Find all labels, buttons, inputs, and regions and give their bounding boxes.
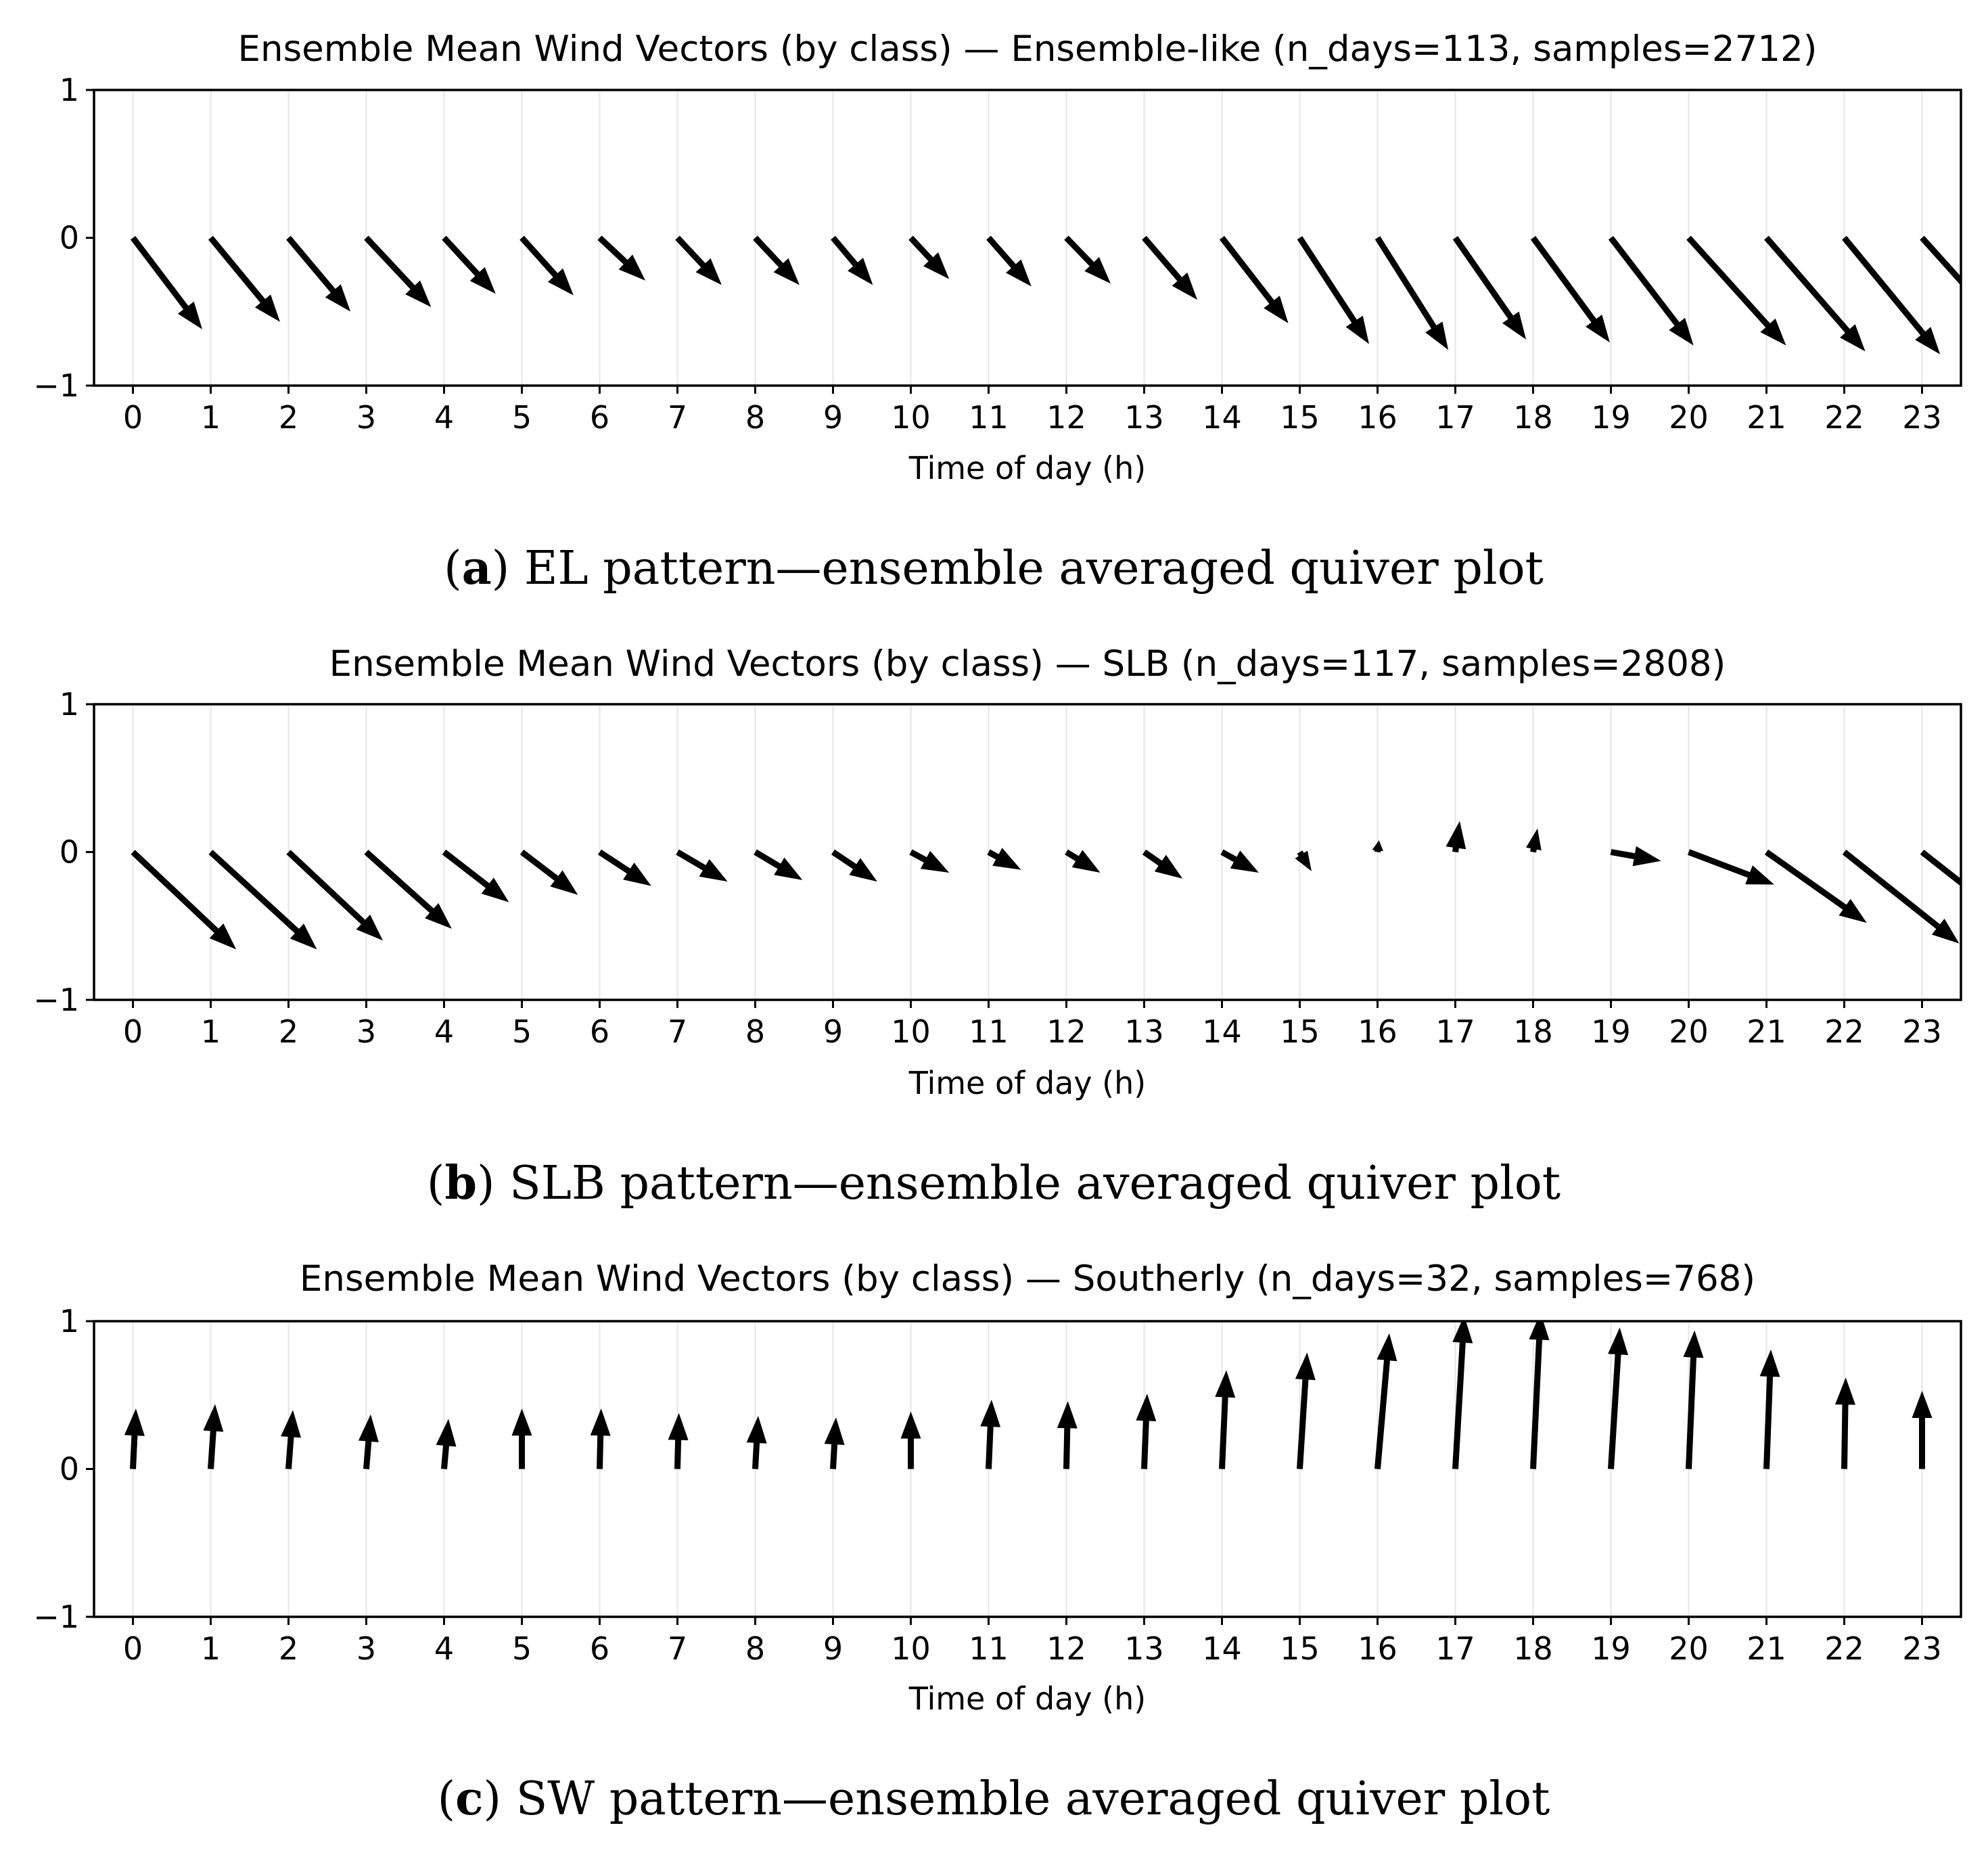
x-tick-label: 12 — [1046, 1630, 1086, 1667]
wind-arrow-h12 — [1057, 1401, 1078, 1469]
x-tick-label: 8 — [745, 1630, 766, 1667]
panel-a — [33, 28, 1988, 595]
caption-a-label: a — [461, 541, 492, 595]
x-tick-label: 5 — [511, 1013, 532, 1050]
x-tick-label: 13 — [1124, 1630, 1164, 1667]
wind-arrow-h17 — [1453, 236, 1526, 340]
panel-a-y-ticks — [33, 72, 94, 404]
wind-arrow-h11 — [980, 1400, 1000, 1469]
x-tick-label: 23 — [1902, 399, 1942, 436]
x-tick-label: 17 — [1435, 1013, 1475, 1050]
x-tick-label: 3 — [356, 1630, 377, 1667]
caption-b-label: b — [444, 1156, 477, 1210]
x-tick-label: 19 — [1591, 1013, 1631, 1050]
x-tick-label: 18 — [1513, 399, 1553, 436]
wind-arrow-h10 — [901, 1412, 921, 1469]
panel-c-title: Ensemble Mean Wind Vectors (by class) — Southerly (n_days=32, samples=768) — [299, 1258, 1756, 1300]
wind-arrow-h20 — [1686, 236, 1786, 346]
x-tick-label: 7 — [667, 1013, 688, 1050]
x-tick-label: 6 — [589, 1630, 610, 1667]
x-tick-label: 5 — [511, 1630, 532, 1667]
x-tick-label: 15 — [1280, 399, 1320, 436]
x-tick-label: 10 — [891, 399, 931, 436]
panel-b-title: Ensemble Mean Wind Vectors (by class) — SLB (n_days=117, samples=2808) — [329, 643, 1726, 685]
y-tick-label: 0 — [59, 1450, 79, 1488]
x-tick-label: 8 — [745, 1013, 766, 1050]
panel-b-frame — [94, 704, 1961, 1000]
wind-arrow-h20 — [1688, 849, 1774, 884]
wind-arrow-h9 — [831, 236, 873, 285]
wind-arrow-h2 — [281, 1410, 301, 1469]
wind-arrow-h16 — [1372, 840, 1383, 852]
y-tick-label: 0 — [59, 833, 79, 871]
x-tick-label: 6 — [589, 1013, 610, 1050]
panel-c-frame — [94, 1321, 1961, 1617]
x-tick-label: 15 — [1280, 1013, 1320, 1050]
panel-c-x-ticks — [123, 1617, 1942, 1667]
x-tick-label: 15 — [1280, 1630, 1320, 1667]
x-tick-label: 16 — [1358, 399, 1397, 436]
y-tick-label: 1 — [59, 72, 79, 108]
x-tick-label: 4 — [434, 1013, 455, 1050]
x-tick-label: 1 — [200, 1630, 221, 1667]
panel-a-grid — [133, 90, 1922, 386]
x-tick-label: 22 — [1824, 399, 1864, 436]
wind-arrow-h13 — [1142, 236, 1197, 300]
x-tick-label: 21 — [1747, 1630, 1786, 1667]
caption-c: (c) SW pattern—ensemble averaged quiver plot — [437, 1772, 1550, 1826]
caption-a-text: EL pattern—ensemble averaged quiver plot — [524, 542, 1544, 595]
wind-arrow-h1 — [208, 236, 280, 322]
panel-c — [33, 1258, 1961, 1826]
caption-c-text: SW pattern—ensemble averaged quiver plot — [515, 1772, 1550, 1826]
wind-arrow-h19 — [1609, 236, 1694, 346]
wind-arrow-h23 — [1912, 1391, 1933, 1469]
caption-c-label: c — [455, 1772, 484, 1826]
x-tick-label: 21 — [1747, 399, 1786, 436]
x-tick-label: 20 — [1669, 1013, 1709, 1050]
wind-arrow-h13 — [1136, 1394, 1156, 1469]
wind-arrow-h0 — [124, 1408, 145, 1469]
x-tick-label: 9 — [823, 1013, 843, 1050]
x-tick-label: 1 — [200, 1013, 221, 1050]
panel-b-grid — [133, 704, 1922, 1000]
x-tick-label: 16 — [1358, 1630, 1397, 1667]
x-tick-label: 12 — [1046, 1013, 1086, 1050]
x-tick-label: 4 — [434, 399, 455, 436]
x-tick-label: 7 — [667, 1630, 688, 1667]
caption-a: (a) EL pattern—ensemble averaged quiver plot — [444, 541, 1544, 595]
x-tick-label: 11 — [969, 1013, 1009, 1050]
wind-arrow-h14 — [1215, 1370, 1235, 1469]
x-tick-label: 6 — [589, 399, 610, 436]
x-tick-label: 11 — [969, 1630, 1009, 1667]
x-tick-label: 13 — [1124, 1013, 1164, 1050]
wind-arrow-h15 — [1295, 1352, 1316, 1469]
wind-arrow-h10 — [909, 850, 949, 873]
x-tick-label: 13 — [1124, 399, 1164, 436]
panel-b-x-ticks — [123, 1000, 1942, 1050]
wind-arrow-h21 — [1760, 1350, 1780, 1469]
x-tick-label: 0 — [122, 1013, 143, 1050]
wind-arrow-h9 — [831, 850, 877, 881]
wind-arrow-h22 — [1835, 1377, 1855, 1469]
y-tick-label: 1 — [59, 1303, 79, 1339]
wind-arrow-h10 — [908, 235, 949, 279]
panel-c-arrows — [124, 1312, 1933, 1469]
x-tick-label: 9 — [823, 1630, 843, 1667]
wind-arrow-h5 — [512, 1408, 532, 1469]
x-tick-label: 21 — [1747, 1013, 1786, 1050]
wind-arrow-h0 — [131, 236, 202, 329]
wind-arrow-h20 — [1684, 1331, 1704, 1469]
wind-arrow-h8 — [753, 235, 800, 285]
wind-arrow-h4 — [442, 850, 509, 902]
wind-arrow-h5 — [519, 236, 574, 296]
wind-arrow-h7 — [675, 235, 722, 285]
wind-arrow-h14 — [1220, 236, 1289, 323]
wind-arrow-h6 — [591, 1408, 611, 1469]
x-tick-label: 17 — [1435, 1630, 1475, 1667]
x-tick-label: 2 — [278, 1630, 299, 1667]
x-tick-label: 23 — [1902, 1013, 1942, 1050]
wind-arrow-h9 — [825, 1417, 845, 1469]
wind-arrow-h2 — [286, 236, 350, 312]
wind-arrow-h15 — [1295, 850, 1312, 871]
panel-c-x-axis-label: Time of day (h) — [908, 1680, 1147, 1717]
x-tick-label: 2 — [278, 1013, 299, 1050]
x-tick-label: 22 — [1824, 1630, 1864, 1667]
wind-arrow-h8 — [747, 1416, 767, 1469]
x-tick-label: 0 — [122, 1630, 143, 1667]
caption-b-text: SLB pattern—ensemble averaged quiver plot — [509, 1157, 1561, 1210]
y-tick-label: −1 — [33, 367, 79, 404]
x-tick-label: 1 — [200, 399, 221, 436]
x-tick-label: 4 — [434, 1630, 455, 1667]
y-tick-label: 1 — [59, 686, 79, 722]
x-tick-label: 16 — [1358, 1013, 1397, 1050]
wind-arrow-h12 — [1064, 235, 1111, 283]
wind-arrow-h18 — [1529, 1312, 1550, 1469]
x-tick-label: 3 — [356, 399, 377, 436]
x-tick-label: 12 — [1046, 399, 1086, 436]
x-tick-label: 8 — [745, 399, 766, 436]
panel-a-frame — [94, 90, 1961, 386]
wind-arrow-h16 — [1375, 236, 1448, 350]
caption-b: (b) SLB pattern—ensemble averaged quiver plot — [426, 1156, 1561, 1210]
x-tick-label: 10 — [891, 1013, 931, 1050]
wind-arrow-h4 — [436, 1419, 457, 1469]
x-tick-label: 18 — [1513, 1013, 1553, 1050]
x-tick-label: 7 — [667, 399, 688, 436]
x-tick-label: 14 — [1202, 1630, 1242, 1667]
y-tick-label: −1 — [33, 1599, 79, 1635]
x-tick-label: 20 — [1669, 399, 1709, 436]
y-tick-label: 0 — [59, 219, 79, 256]
wind-arrow-h6 — [598, 850, 651, 886]
y-tick-label: −1 — [33, 982, 79, 1018]
wind-arrow-h11 — [986, 236, 1032, 287]
x-tick-label: 5 — [511, 399, 532, 436]
wind-arrow-h4 — [442, 236, 496, 294]
panel-a-x-ticks — [123, 386, 1942, 436]
x-tick-label: 9 — [823, 399, 843, 436]
wind-arrow-h6 — [597, 235, 645, 281]
wind-arrow-h1 — [203, 1404, 223, 1469]
wind-arrow-h14 — [1220, 850, 1259, 873]
panel-a-x-axis-label: Time of day (h) — [908, 450, 1147, 486]
x-tick-label: 2 — [278, 399, 299, 436]
x-tick-label: 20 — [1669, 1630, 1709, 1667]
wind-arrow-h5 — [520, 850, 578, 895]
panel-b-arrows — [131, 821, 1988, 950]
x-tick-label: 19 — [1591, 1630, 1631, 1667]
panel-a-title: Ensemble Mean Wind Vectors (by class) — Ensemble-like (n_days=113, samples=2712) — [237, 28, 1818, 70]
panel-c-grid — [133, 1321, 1922, 1617]
wind-arrow-h3 — [365, 850, 452, 929]
panel-a-arrows — [131, 235, 1988, 354]
wind-arrow-h3 — [364, 235, 431, 307]
wind-arrow-h18 — [1531, 236, 1610, 343]
x-tick-label: 23 — [1902, 1630, 1942, 1667]
x-tick-label: 10 — [891, 1630, 931, 1667]
x-tick-label: 19 — [1591, 399, 1631, 436]
wind-arrow-h7 — [676, 850, 727, 882]
wind-arrow-h12 — [1065, 850, 1100, 873]
panel-b-y-ticks — [33, 686, 94, 1018]
wind-arrow-h11 — [987, 848, 1021, 869]
wind-arrow-h3 — [359, 1415, 379, 1469]
panel-b-x-axis-label: Time of day (h) — [908, 1065, 1147, 1101]
x-tick-label: 14 — [1202, 1013, 1242, 1050]
x-tick-label: 3 — [356, 1013, 377, 1050]
wind-arrow-h7 — [668, 1413, 689, 1469]
x-tick-label: 22 — [1824, 1013, 1864, 1050]
panel-c-y-ticks — [33, 1303, 94, 1635]
x-tick-label: 18 — [1513, 1630, 1553, 1667]
x-tick-label: 11 — [969, 399, 1009, 436]
wind-arrow-h13 — [1142, 850, 1182, 879]
wind-arrow-h15 — [1297, 236, 1369, 344]
x-tick-label: 14 — [1202, 399, 1242, 436]
x-tick-label: 0 — [122, 399, 143, 436]
wind-arrow-h8 — [754, 850, 802, 880]
panel-b — [33, 643, 1988, 1210]
x-tick-label: 17 — [1435, 399, 1475, 436]
wind-arrow-h19 — [1611, 846, 1661, 867]
wind-arrow-h23 — [1920, 236, 1988, 340]
